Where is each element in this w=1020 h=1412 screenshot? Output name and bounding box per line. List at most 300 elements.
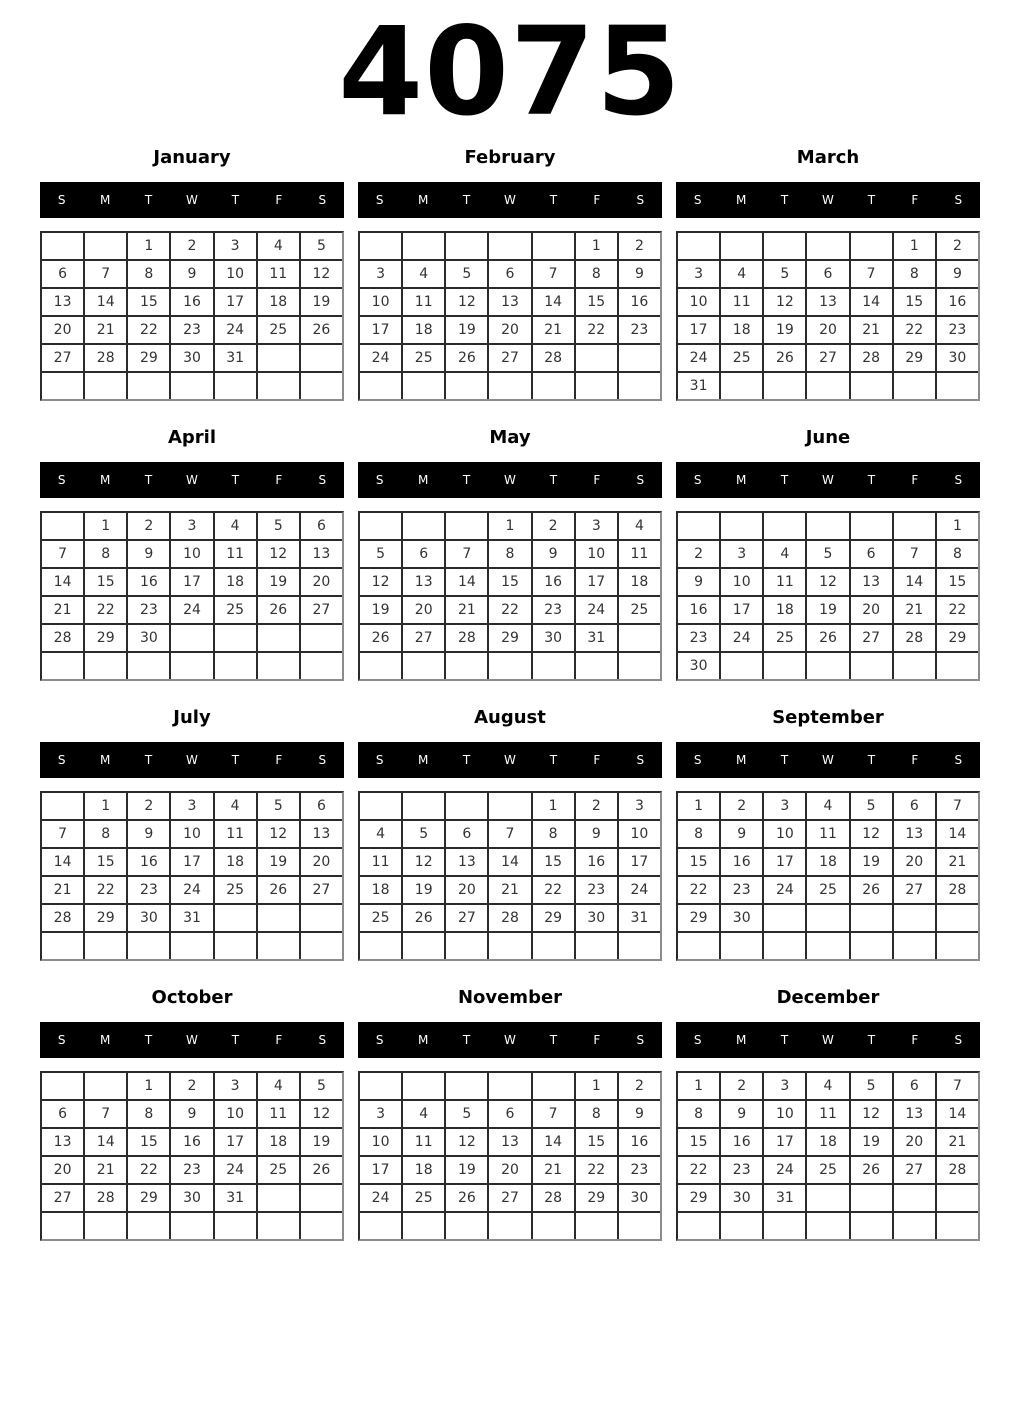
day-cell: 22 xyxy=(489,597,530,623)
empty-cell xyxy=(721,373,762,399)
day-cell: 2 xyxy=(619,233,660,259)
day-cell: 11 xyxy=(721,289,762,315)
day-cell: 1 xyxy=(128,233,169,259)
day-cell: 26 xyxy=(258,877,299,903)
day-of-week-label: M xyxy=(99,472,111,487)
day-cell: 30 xyxy=(533,625,574,651)
day-of-week-label: F xyxy=(593,752,601,767)
day-cell: 20 xyxy=(42,317,83,343)
day-of-week-header xyxy=(40,462,344,498)
day-cell: 30 xyxy=(937,345,978,371)
day-cell: 17 xyxy=(171,569,212,595)
empty-cell xyxy=(403,373,444,399)
day-of-week-label: S xyxy=(693,1032,702,1047)
empty-cell xyxy=(403,933,444,959)
day-cell: 18 xyxy=(764,597,805,623)
day-of-week-label: T xyxy=(549,752,558,767)
day-cell: 19 xyxy=(807,597,848,623)
day-of-week-label: T xyxy=(780,752,789,767)
day-of-week-label: S xyxy=(693,752,702,767)
day-cell: 13 xyxy=(851,569,892,595)
day-of-week-header xyxy=(676,742,980,778)
empty-cell xyxy=(764,373,805,399)
day-cell: 4 xyxy=(619,513,660,539)
day-cell: 10 xyxy=(619,821,660,847)
empty-cell xyxy=(258,933,299,959)
day-cell: 21 xyxy=(851,317,892,343)
day-cell: 6 xyxy=(489,261,530,287)
day-of-week-label: T xyxy=(462,1032,471,1047)
day-cell: 7 xyxy=(446,541,487,567)
day-of-week-label: M xyxy=(417,472,429,487)
empty-cell xyxy=(807,653,848,679)
day-cell: 3 xyxy=(215,233,256,259)
day-cell: 21 xyxy=(937,1129,978,1155)
day-cell: 22 xyxy=(128,317,169,343)
day-cell: 28 xyxy=(42,905,83,931)
day-cell: 20 xyxy=(807,317,848,343)
empty-cell xyxy=(533,933,574,959)
month-title: February xyxy=(464,146,556,168)
day-cell: 25 xyxy=(403,1185,444,1211)
day-cell: 29 xyxy=(85,905,126,931)
day-of-week-header xyxy=(40,182,344,218)
day-cell: 14 xyxy=(85,1129,126,1155)
month-day-grid xyxy=(40,511,344,681)
day-of-week-label: S xyxy=(318,1032,327,1047)
empty-cell xyxy=(85,653,126,679)
day-cell: 11 xyxy=(807,1101,848,1127)
day-cell: 29 xyxy=(128,1185,169,1211)
day-cell: 10 xyxy=(764,1101,805,1127)
day-cell: 8 xyxy=(894,261,935,287)
empty-cell xyxy=(721,1213,762,1239)
empty-cell xyxy=(215,373,256,399)
empty-cell xyxy=(258,1185,299,1211)
day-cell: 31 xyxy=(619,905,660,931)
day-cell: 14 xyxy=(937,1101,978,1127)
day-cell: 27 xyxy=(403,625,444,651)
empty-cell xyxy=(171,373,212,399)
day-cell: 3 xyxy=(619,793,660,819)
empty-cell xyxy=(301,373,342,399)
day-cell: 16 xyxy=(533,569,574,595)
day-cell: 7 xyxy=(85,261,126,287)
day-cell: 1 xyxy=(678,1073,719,1099)
day-cell: 28 xyxy=(446,625,487,651)
day-of-week-label: S xyxy=(375,1032,384,1047)
day-cell: 5 xyxy=(258,513,299,539)
day-cell: 26 xyxy=(807,625,848,651)
day-cell: 29 xyxy=(937,625,978,651)
day-of-week-label: W xyxy=(186,472,198,487)
day-cell: 24 xyxy=(678,345,719,371)
day-cell: 10 xyxy=(678,289,719,315)
day-cell: 2 xyxy=(128,793,169,819)
day-cell: 24 xyxy=(576,597,617,623)
day-cell: 13 xyxy=(403,569,444,595)
day-cell: 12 xyxy=(446,1129,487,1155)
month-day-grid xyxy=(358,1071,662,1241)
day-of-week-header xyxy=(676,462,980,498)
day-cell: 17 xyxy=(764,849,805,875)
day-cell: 20 xyxy=(489,317,530,343)
day-of-week-label: M xyxy=(735,752,747,767)
empty-cell xyxy=(360,653,401,679)
day-cell: 13 xyxy=(894,821,935,847)
day-cell: 20 xyxy=(403,597,444,623)
day-cell: 27 xyxy=(489,1185,530,1211)
day-of-week-header xyxy=(676,1022,980,1058)
day-cell: 23 xyxy=(619,317,660,343)
day-cell: 23 xyxy=(721,1157,762,1183)
day-cell: 1 xyxy=(576,1073,617,1099)
day-cell: 25 xyxy=(258,1157,299,1183)
day-cell: 2 xyxy=(619,1073,660,1099)
day-of-week-label: S xyxy=(954,1032,963,1047)
empty-cell xyxy=(937,1185,978,1211)
empty-cell xyxy=(85,233,126,259)
day-cell: 2 xyxy=(721,1073,762,1099)
month-title: June xyxy=(805,426,851,448)
day-cell: 28 xyxy=(533,345,574,371)
day-cell: 8 xyxy=(576,261,617,287)
day-cell: 1 xyxy=(85,793,126,819)
day-of-week-label: T xyxy=(867,192,876,207)
day-of-week-label: W xyxy=(822,752,834,767)
day-cell: 15 xyxy=(678,849,719,875)
day-cell: 9 xyxy=(128,541,169,567)
day-cell: 9 xyxy=(171,1101,212,1127)
day-cell: 12 xyxy=(403,849,444,875)
day-cell: 21 xyxy=(489,877,530,903)
day-cell: 17 xyxy=(576,569,617,595)
day-cell: 18 xyxy=(403,1157,444,1183)
month-july xyxy=(40,707,344,961)
day-cell: 29 xyxy=(128,345,169,371)
day-cell: 31 xyxy=(215,1185,256,1211)
day-cell: 27 xyxy=(894,1157,935,1183)
day-cell: 27 xyxy=(851,625,892,651)
day-of-week-label: T xyxy=(867,752,876,767)
day-cell: 15 xyxy=(85,569,126,595)
day-cell: 23 xyxy=(171,1157,212,1183)
day-cell: 25 xyxy=(764,625,805,651)
day-cell: 28 xyxy=(85,345,126,371)
day-cell: 23 xyxy=(576,877,617,903)
day-cell: 20 xyxy=(42,1157,83,1183)
day-of-week-header xyxy=(40,1022,344,1058)
day-cell: 29 xyxy=(489,625,530,651)
day-cell: 22 xyxy=(937,597,978,623)
day-cell: 5 xyxy=(403,821,444,847)
day-of-week-label: M xyxy=(735,1032,747,1047)
day-cell: 9 xyxy=(171,261,212,287)
empty-cell xyxy=(894,1185,935,1211)
month-day-grid xyxy=(676,231,980,401)
month-day-grid xyxy=(358,511,662,681)
day-cell: 9 xyxy=(937,261,978,287)
empty-cell xyxy=(533,1073,574,1099)
empty-cell xyxy=(360,233,401,259)
empty-cell xyxy=(215,933,256,959)
day-cell: 1 xyxy=(489,513,530,539)
day-cell: 21 xyxy=(533,317,574,343)
empty-cell xyxy=(258,625,299,651)
day-cell: 15 xyxy=(85,849,126,875)
empty-cell xyxy=(403,793,444,819)
day-cell: 30 xyxy=(171,345,212,371)
day-cell: 5 xyxy=(446,1101,487,1127)
month-february xyxy=(358,147,662,401)
empty-cell xyxy=(489,653,530,679)
empty-cell xyxy=(42,513,83,539)
day-cell: 12 xyxy=(851,1101,892,1127)
day-cell: 30 xyxy=(128,625,169,651)
day-cell: 23 xyxy=(721,877,762,903)
day-cell: 13 xyxy=(301,821,342,847)
day-cell: 31 xyxy=(215,345,256,371)
empty-cell xyxy=(851,933,892,959)
empty-cell xyxy=(128,373,169,399)
day-of-week-label: F xyxy=(593,472,601,487)
empty-cell xyxy=(533,653,574,679)
day-of-week-label: F xyxy=(275,472,283,487)
day-cell: 3 xyxy=(215,1073,256,1099)
day-cell: 21 xyxy=(894,597,935,623)
day-cell: 10 xyxy=(215,261,256,287)
day-cell: 10 xyxy=(360,289,401,315)
empty-cell xyxy=(403,1213,444,1239)
day-cell: 24 xyxy=(215,317,256,343)
empty-cell xyxy=(764,1213,805,1239)
empty-cell xyxy=(576,373,617,399)
day-cell: 16 xyxy=(678,597,719,623)
day-cell: 20 xyxy=(489,1157,530,1183)
day-of-week-header xyxy=(676,182,980,218)
day-cell: 6 xyxy=(42,261,83,287)
empty-cell xyxy=(258,905,299,931)
month-title: July xyxy=(173,706,211,728)
day-cell: 29 xyxy=(678,905,719,931)
day-cell: 18 xyxy=(807,1129,848,1155)
day-cell: 22 xyxy=(85,597,126,623)
empty-cell xyxy=(489,1073,530,1099)
empty-cell xyxy=(360,933,401,959)
day-cell: 10 xyxy=(360,1129,401,1155)
month-title: May xyxy=(489,426,531,448)
month-day-grid xyxy=(358,791,662,961)
empty-cell xyxy=(446,653,487,679)
day-cell: 24 xyxy=(764,877,805,903)
day-cell: 29 xyxy=(85,625,126,651)
day-cell: 18 xyxy=(619,569,660,595)
day-cell: 15 xyxy=(533,849,574,875)
day-cell: 5 xyxy=(764,261,805,287)
day-cell: 21 xyxy=(42,597,83,623)
day-cell: 22 xyxy=(894,317,935,343)
day-of-week-label: M xyxy=(417,1032,429,1047)
day-cell: 26 xyxy=(446,345,487,371)
day-of-week-label: W xyxy=(822,192,834,207)
empty-cell xyxy=(807,233,848,259)
day-cell: 21 xyxy=(42,877,83,903)
month-january xyxy=(40,147,344,401)
day-cell: 17 xyxy=(721,597,762,623)
day-cell: 24 xyxy=(171,877,212,903)
day-cell: 28 xyxy=(42,625,83,651)
day-of-week-header xyxy=(358,1022,662,1058)
day-of-week-label: W xyxy=(504,1032,516,1047)
empty-cell xyxy=(764,933,805,959)
day-cell: 27 xyxy=(894,877,935,903)
empty-cell xyxy=(619,933,660,959)
months-grid xyxy=(0,141,1020,1241)
day-of-week-label: F xyxy=(593,1032,601,1047)
day-cell: 8 xyxy=(533,821,574,847)
empty-cell xyxy=(576,1213,617,1239)
day-of-week-label: T xyxy=(144,752,153,767)
day-cell: 19 xyxy=(258,849,299,875)
day-of-week-label: W xyxy=(504,752,516,767)
day-cell: 10 xyxy=(576,541,617,567)
day-of-week-label: W xyxy=(186,1032,198,1047)
empty-cell xyxy=(215,625,256,651)
day-of-week-label: S xyxy=(693,472,702,487)
empty-cell xyxy=(619,345,660,371)
day-cell: 3 xyxy=(764,1073,805,1099)
empty-cell xyxy=(258,1213,299,1239)
day-cell: 31 xyxy=(678,373,719,399)
day-cell: 14 xyxy=(42,569,83,595)
day-cell: 21 xyxy=(533,1157,574,1183)
day-of-week-label: M xyxy=(735,192,747,207)
day-of-week-label: S xyxy=(318,192,327,207)
day-of-week-label: S xyxy=(375,192,384,207)
empty-cell xyxy=(937,373,978,399)
day-cell: 11 xyxy=(403,1129,444,1155)
day-of-week-label: T xyxy=(549,472,558,487)
year-title: 4075 xyxy=(338,1,682,143)
day-cell: 7 xyxy=(937,1073,978,1099)
day-cell: 31 xyxy=(764,1185,805,1211)
day-cell: 11 xyxy=(258,261,299,287)
day-cell: 23 xyxy=(533,597,574,623)
day-cell: 26 xyxy=(403,905,444,931)
month-day-grid xyxy=(40,231,344,401)
day-cell: 19 xyxy=(851,1129,892,1155)
month-august xyxy=(358,707,662,961)
empty-cell xyxy=(85,1213,126,1239)
day-cell: 8 xyxy=(576,1101,617,1127)
day-cell: 6 xyxy=(301,793,342,819)
day-of-week-label: W xyxy=(822,472,834,487)
empty-cell xyxy=(619,373,660,399)
day-cell: 10 xyxy=(764,821,805,847)
day-cell: 19 xyxy=(403,877,444,903)
empty-cell xyxy=(576,345,617,371)
day-cell: 12 xyxy=(301,1101,342,1127)
day-cell: 7 xyxy=(533,261,574,287)
month-december xyxy=(676,987,980,1241)
day-cell: 9 xyxy=(619,261,660,287)
day-cell: 29 xyxy=(894,345,935,371)
day-cell: 3 xyxy=(678,261,719,287)
day-cell: 14 xyxy=(446,569,487,595)
empty-cell xyxy=(619,625,660,651)
day-of-week-header xyxy=(358,182,662,218)
day-of-week-label: S xyxy=(636,752,645,767)
day-cell: 25 xyxy=(215,877,256,903)
empty-cell xyxy=(128,933,169,959)
empty-cell xyxy=(576,653,617,679)
day-cell: 5 xyxy=(301,1073,342,1099)
day-cell: 7 xyxy=(42,541,83,567)
day-cell: 4 xyxy=(721,261,762,287)
day-cell: 4 xyxy=(258,233,299,259)
empty-cell xyxy=(446,1213,487,1239)
day-cell: 10 xyxy=(171,821,212,847)
empty-cell xyxy=(301,1213,342,1239)
empty-cell xyxy=(851,905,892,931)
empty-cell xyxy=(489,233,530,259)
day-cell: 1 xyxy=(937,513,978,539)
day-cell: 1 xyxy=(894,233,935,259)
day-cell: 24 xyxy=(215,1157,256,1183)
day-cell: 6 xyxy=(446,821,487,847)
day-cell: 8 xyxy=(128,261,169,287)
day-cell: 11 xyxy=(619,541,660,567)
empty-cell xyxy=(807,933,848,959)
day-of-week-label: F xyxy=(911,472,919,487)
empty-cell xyxy=(937,905,978,931)
month-title: September xyxy=(772,706,884,728)
day-cell: 20 xyxy=(446,877,487,903)
day-cell: 24 xyxy=(360,345,401,371)
empty-cell xyxy=(258,345,299,371)
day-cell: 23 xyxy=(128,597,169,623)
day-cell: 8 xyxy=(678,1101,719,1127)
empty-cell xyxy=(301,653,342,679)
empty-cell xyxy=(42,1073,83,1099)
day-cell: 7 xyxy=(851,261,892,287)
empty-cell xyxy=(764,513,805,539)
empty-cell xyxy=(937,933,978,959)
day-cell: 5 xyxy=(807,541,848,567)
day-of-week-label: S xyxy=(693,192,702,207)
empty-cell xyxy=(851,1185,892,1211)
day-cell: 8 xyxy=(937,541,978,567)
day-cell: 15 xyxy=(576,1129,617,1155)
empty-cell xyxy=(619,653,660,679)
month-title: January xyxy=(153,146,231,168)
day-of-week-label: T xyxy=(780,1032,789,1047)
empty-cell xyxy=(678,233,719,259)
day-cell: 5 xyxy=(360,541,401,567)
day-of-week-label: M xyxy=(99,1032,111,1047)
month-day-grid xyxy=(358,231,662,401)
day-cell: 27 xyxy=(301,597,342,623)
day-cell: 13 xyxy=(42,289,83,315)
day-cell: 30 xyxy=(128,905,169,931)
day-of-week-label: T xyxy=(462,752,471,767)
day-cell: 21 xyxy=(85,317,126,343)
day-of-week-label: S xyxy=(636,192,645,207)
day-cell: 25 xyxy=(721,345,762,371)
empty-cell xyxy=(533,373,574,399)
day-cell: 5 xyxy=(851,793,892,819)
empty-cell xyxy=(128,1213,169,1239)
